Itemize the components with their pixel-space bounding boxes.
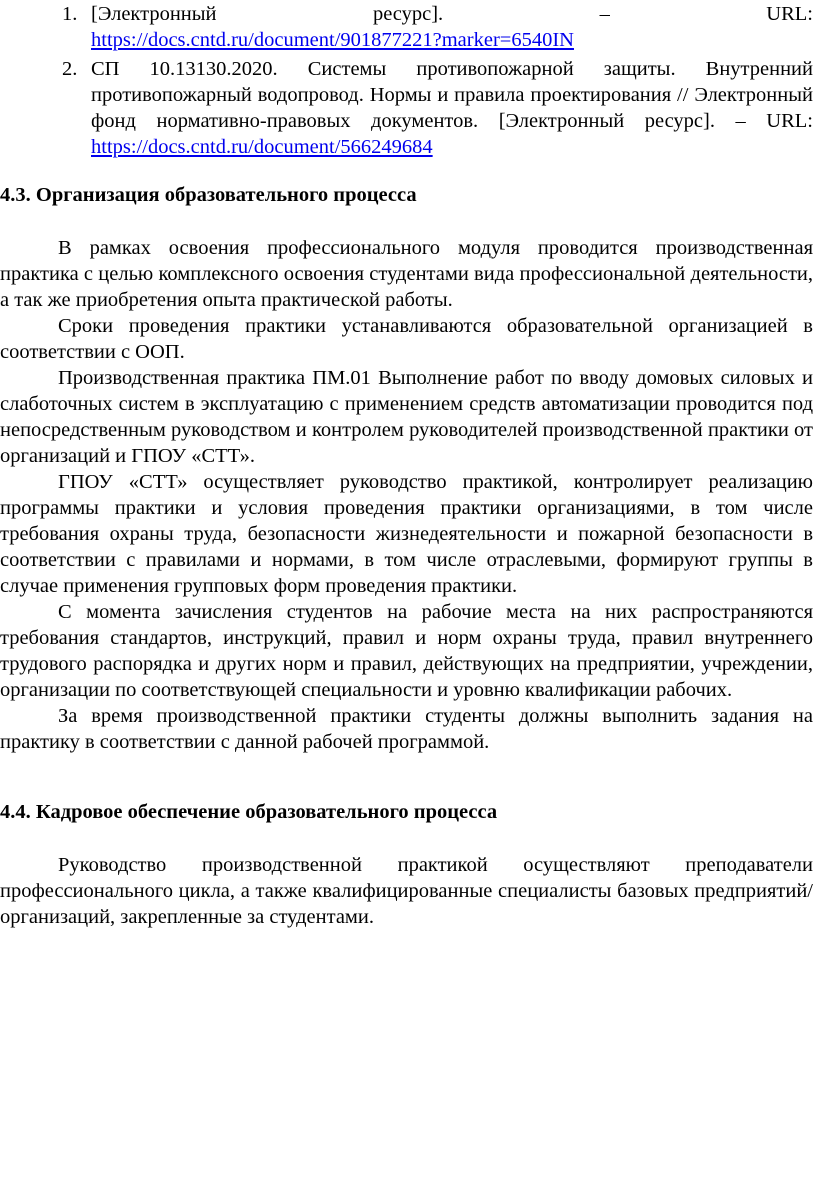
reference-text: СП 10.13130.2020. Системы противопожарной защиты. Внутренний противопожарный водопровод. Нормы и правила проектирования // Электронный фонд нормативно-правовых документов. [Электронный ресурс]. – URL: <box>91 58 813 132</box>
paragraph: Производственная практика ПМ.01 Выполнение работ по вводу домовых силовых и слаботочных систем в эксплуатацию с применением средств автоматизации проводится под непосредственным руководством и контролем руководителей производственной практики от организаций и ГПОУ «СТТ». <box>0 367 813 467</box>
paragraph: За время производственной практики студенты должны выполнить задания на практику в соответствии с данной рабочей программой. <box>0 705 813 753</box>
reference-link[interactable]: https://docs.cntd.ru/document/901877221?marker=6540IN <box>91 29 574 51</box>
reference-number: 1. <box>62 3 78 25</box>
reference-list <box>0 0 813 156</box>
reference-text: [Электронный ресурс]. – URL: <box>91 3 813 25</box>
section-heading: 4.4. Кадровое обеспечение образовательного процесса <box>0 801 498 823</box>
paragraph: С момента зачисления студентов на рабочие места на них распространяются требования стандартов, инструкций, правил и норм охраны труда, правил внутреннего трудового распорядка и других норм и правил, действующих на предприятии, учреждении, организации по соответствующей специальности и уровню квалификации рабочих. <box>0 601 813 701</box>
reference-item-1 <box>0 1 813 53</box>
reference-number: 2. <box>62 58 78 80</box>
section-body <box>0 852 813 930</box>
paragraph: В рамках освоения профессионального модуля проводится производственная практика с целью комплексного освоения студентами вида профессиональной деятельности, а так же приобретения опыта практической работы. <box>0 237 813 311</box>
paragraph: Руководство производственной практикой осуществляют преподаватели профессионального цикла, а также квалифицированные специалисты базовых предприятий/организаций, закрепленные за студентами. <box>0 854 813 928</box>
paragraph: ГПОУ «СТТ» осуществляет руководство практикой, контролирует реализацию программы практики и условия проведения практики организациями, в том числе требования охраны труда, безопасности жизнедеятельности и пожарной безопасности в соответствии с правилами и нормами, в том числе отраслевыми, формируют группы в случае применения групповых форм проведения практики. <box>0 471 813 597</box>
section-body <box>0 235 813 755</box>
paragraph: Сроки проведения практики устанавливаются образовательной организацией в соответствии с ООП. <box>0 315 813 363</box>
reference-item-2 <box>0 56 813 160</box>
reference-link[interactable]: https://docs.cntd.ru/document/566249684 <box>91 136 433 158</box>
section-heading: 4.3. Организация образовательного процесса <box>0 184 417 206</box>
